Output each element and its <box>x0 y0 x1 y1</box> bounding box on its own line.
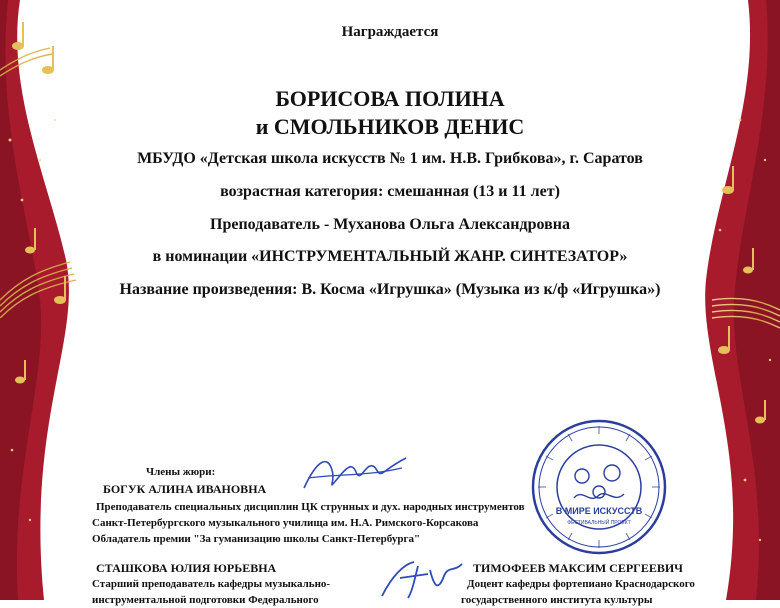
awardee-name-2: и СМОЛЬНИКОВ ДЕНИС <box>255 114 525 139</box>
jury-member-title: Старший преподаватель кафедры музыкально- <box>92 578 331 590</box>
signature-image <box>298 448 410 498</box>
awardee-name-1: БОРИСОВА ПОЛИНА <box>275 86 505 111</box>
jury-caption: Члены жюри: <box>146 466 216 478</box>
stamp-subtext: ФЕСТИВАЛЬНЫЙ ПРОЕКТ <box>567 520 631 526</box>
nomination-line: в номинации «ИНСТРУМЕНТАЛЬНЫЙ ЖАНР. СИНТЕЗАТОР» <box>152 248 628 265</box>
jury-member-name: СТАШКОВА ЮЛИЯ ЮРЬЕВНА <box>96 561 277 575</box>
jury-member-title: Обладатель премии "За гуманизацию школы Санкт-Петербурга" <box>92 533 421 545</box>
signature-image <box>378 556 470 600</box>
jury-member-name: ТИМОФЕЕВ МАКСИМ СЕРГЕЕВИЧ <box>473 561 683 575</box>
award-intro: Награждается <box>341 24 439 40</box>
jury-member-name: БОГУК АЛИНА ИВАНОВНА <box>103 482 267 496</box>
stamp-seal <box>530 418 668 556</box>
jury-member-title: государственного института культуры <box>461 594 653 606</box>
jury-member-title: Санкт-Петербургского музыкального училища им. Н.А. Римского-Корсакова <box>92 517 479 529</box>
school-line: МБУДО «Детская школа искусств № 1 им. Н.В. Грибкова», г. Саратов <box>137 150 643 167</box>
piece-line: Название произведения: В. Косма «Игрушка» (Музыка из к/ф «Игрушка») <box>119 281 661 298</box>
jury-member-title: Преподаватель специальных дисциплин ЦК струнных и дух. народных инструментов <box>96 501 525 513</box>
jury-member-title: инструментальной подготовки Федерального <box>92 594 319 606</box>
age-category-line: возрастная категория: смешанная (13 и 11 лет) <box>220 183 560 200</box>
teacher-line: Преподаватель - Муханова Ольга Александровна <box>210 216 570 233</box>
jury-member-title: Доцент кафедры фортепиано Краснодарского <box>467 578 695 590</box>
stamp-text: В МИРЕ ИСКУССТВ <box>555 506 643 516</box>
